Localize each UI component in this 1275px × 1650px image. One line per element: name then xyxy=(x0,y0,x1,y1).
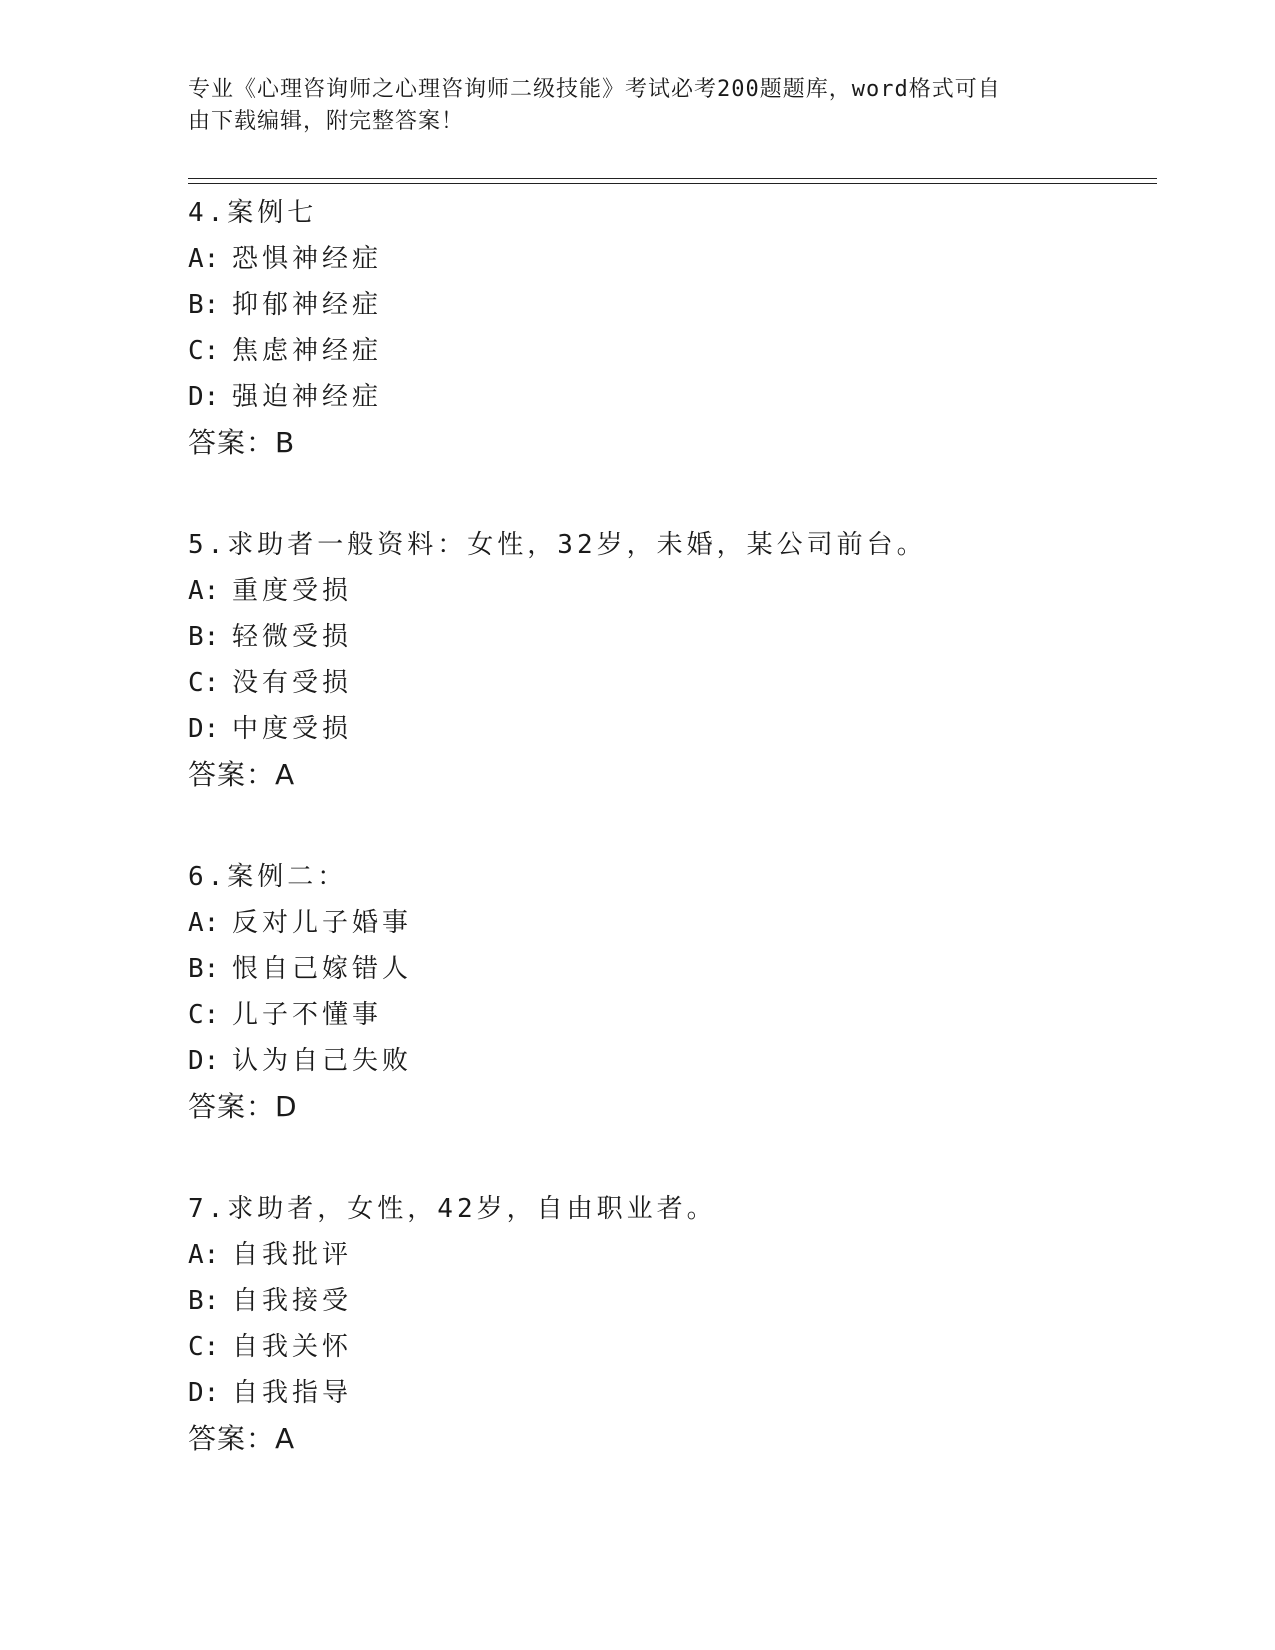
option-text: 恐惧神经症 xyxy=(232,244,383,274)
option-key: C: xyxy=(188,336,220,366)
answer-line: 答案：A xyxy=(188,1422,296,1455)
header-divider-top xyxy=(188,178,1157,179)
question-stem: 4.案例七 xyxy=(188,198,318,228)
option-key: D: xyxy=(188,714,220,744)
option-d xyxy=(188,706,1148,752)
header-divider-bottom xyxy=(188,183,1157,184)
option-text: 重度受损 xyxy=(232,576,353,606)
option-text: 自我指导 xyxy=(232,1378,353,1408)
option-b xyxy=(188,614,1148,660)
option-text: 反对儿子婚事 xyxy=(232,908,413,938)
header-line-2: 由下载编辑，附完整答案！ xyxy=(188,109,465,134)
option-key: A: xyxy=(188,576,220,606)
option-key: D: xyxy=(188,1378,220,1408)
question-item xyxy=(188,854,1148,1130)
option-c xyxy=(188,660,1148,706)
option-text: 没有受损 xyxy=(232,668,353,698)
option-c xyxy=(188,1324,1148,1370)
option-b xyxy=(188,282,1148,328)
answer-line: 答案：D xyxy=(188,1090,298,1123)
option-a xyxy=(188,236,1148,282)
option-text: 抑郁神经症 xyxy=(232,290,383,320)
option-a xyxy=(188,900,1148,946)
option-text: 恨自己嫁错人 xyxy=(232,954,413,984)
header-line-1: 专业《心理咨询师之心理咨询师二级技能》考试必考200题题库，word格式可自 xyxy=(188,77,1001,102)
option-text: 儿子不懂事 xyxy=(232,1000,383,1030)
option-key: C: xyxy=(188,668,220,698)
option-d xyxy=(188,1038,1148,1084)
option-text: 认为自己失败 xyxy=(232,1046,413,1076)
option-key: C: xyxy=(188,1332,220,1362)
option-text: 中度受损 xyxy=(232,714,353,744)
option-key: D: xyxy=(188,382,220,412)
option-key: C: xyxy=(188,1000,220,1030)
option-d xyxy=(188,374,1148,420)
option-text: 轻微受损 xyxy=(232,622,353,652)
question-stem: 5.求助者一般资料：女性，32岁，未婚，某公司前台。 xyxy=(188,530,927,560)
answer-line: 答案：A xyxy=(188,758,296,791)
option-c xyxy=(188,328,1148,374)
option-a xyxy=(188,1232,1148,1278)
option-c xyxy=(188,992,1148,1038)
answer-line: 答案：B xyxy=(188,426,296,459)
option-key: A: xyxy=(188,244,220,274)
option-key: A: xyxy=(188,908,220,938)
option-a xyxy=(188,568,1148,614)
option-key: B: xyxy=(188,290,220,320)
option-key: B: xyxy=(188,1286,220,1316)
question-item xyxy=(188,522,1148,798)
option-b xyxy=(188,1278,1148,1324)
option-text: 自我接受 xyxy=(232,1286,353,1316)
option-text: 自我批评 xyxy=(232,1240,353,1270)
question-stem: 7.求助者，女性，42岁，自由职业者。 xyxy=(188,1194,717,1224)
option-text: 自我关怀 xyxy=(232,1332,353,1362)
option-key: A: xyxy=(188,1240,220,1270)
option-key: B: xyxy=(188,622,220,652)
option-text: 焦虑神经症 xyxy=(232,336,383,366)
option-key: B: xyxy=(188,954,220,984)
document-header xyxy=(188,74,1068,138)
question-list xyxy=(188,190,1148,1518)
question-item xyxy=(188,1186,1148,1462)
option-text: 强迫神经症 xyxy=(232,382,383,412)
option-key: D: xyxy=(188,1046,220,1076)
question-item xyxy=(188,190,1148,466)
question-stem: 6.案例二： xyxy=(188,862,348,892)
option-d xyxy=(188,1370,1148,1416)
option-b xyxy=(188,946,1148,992)
